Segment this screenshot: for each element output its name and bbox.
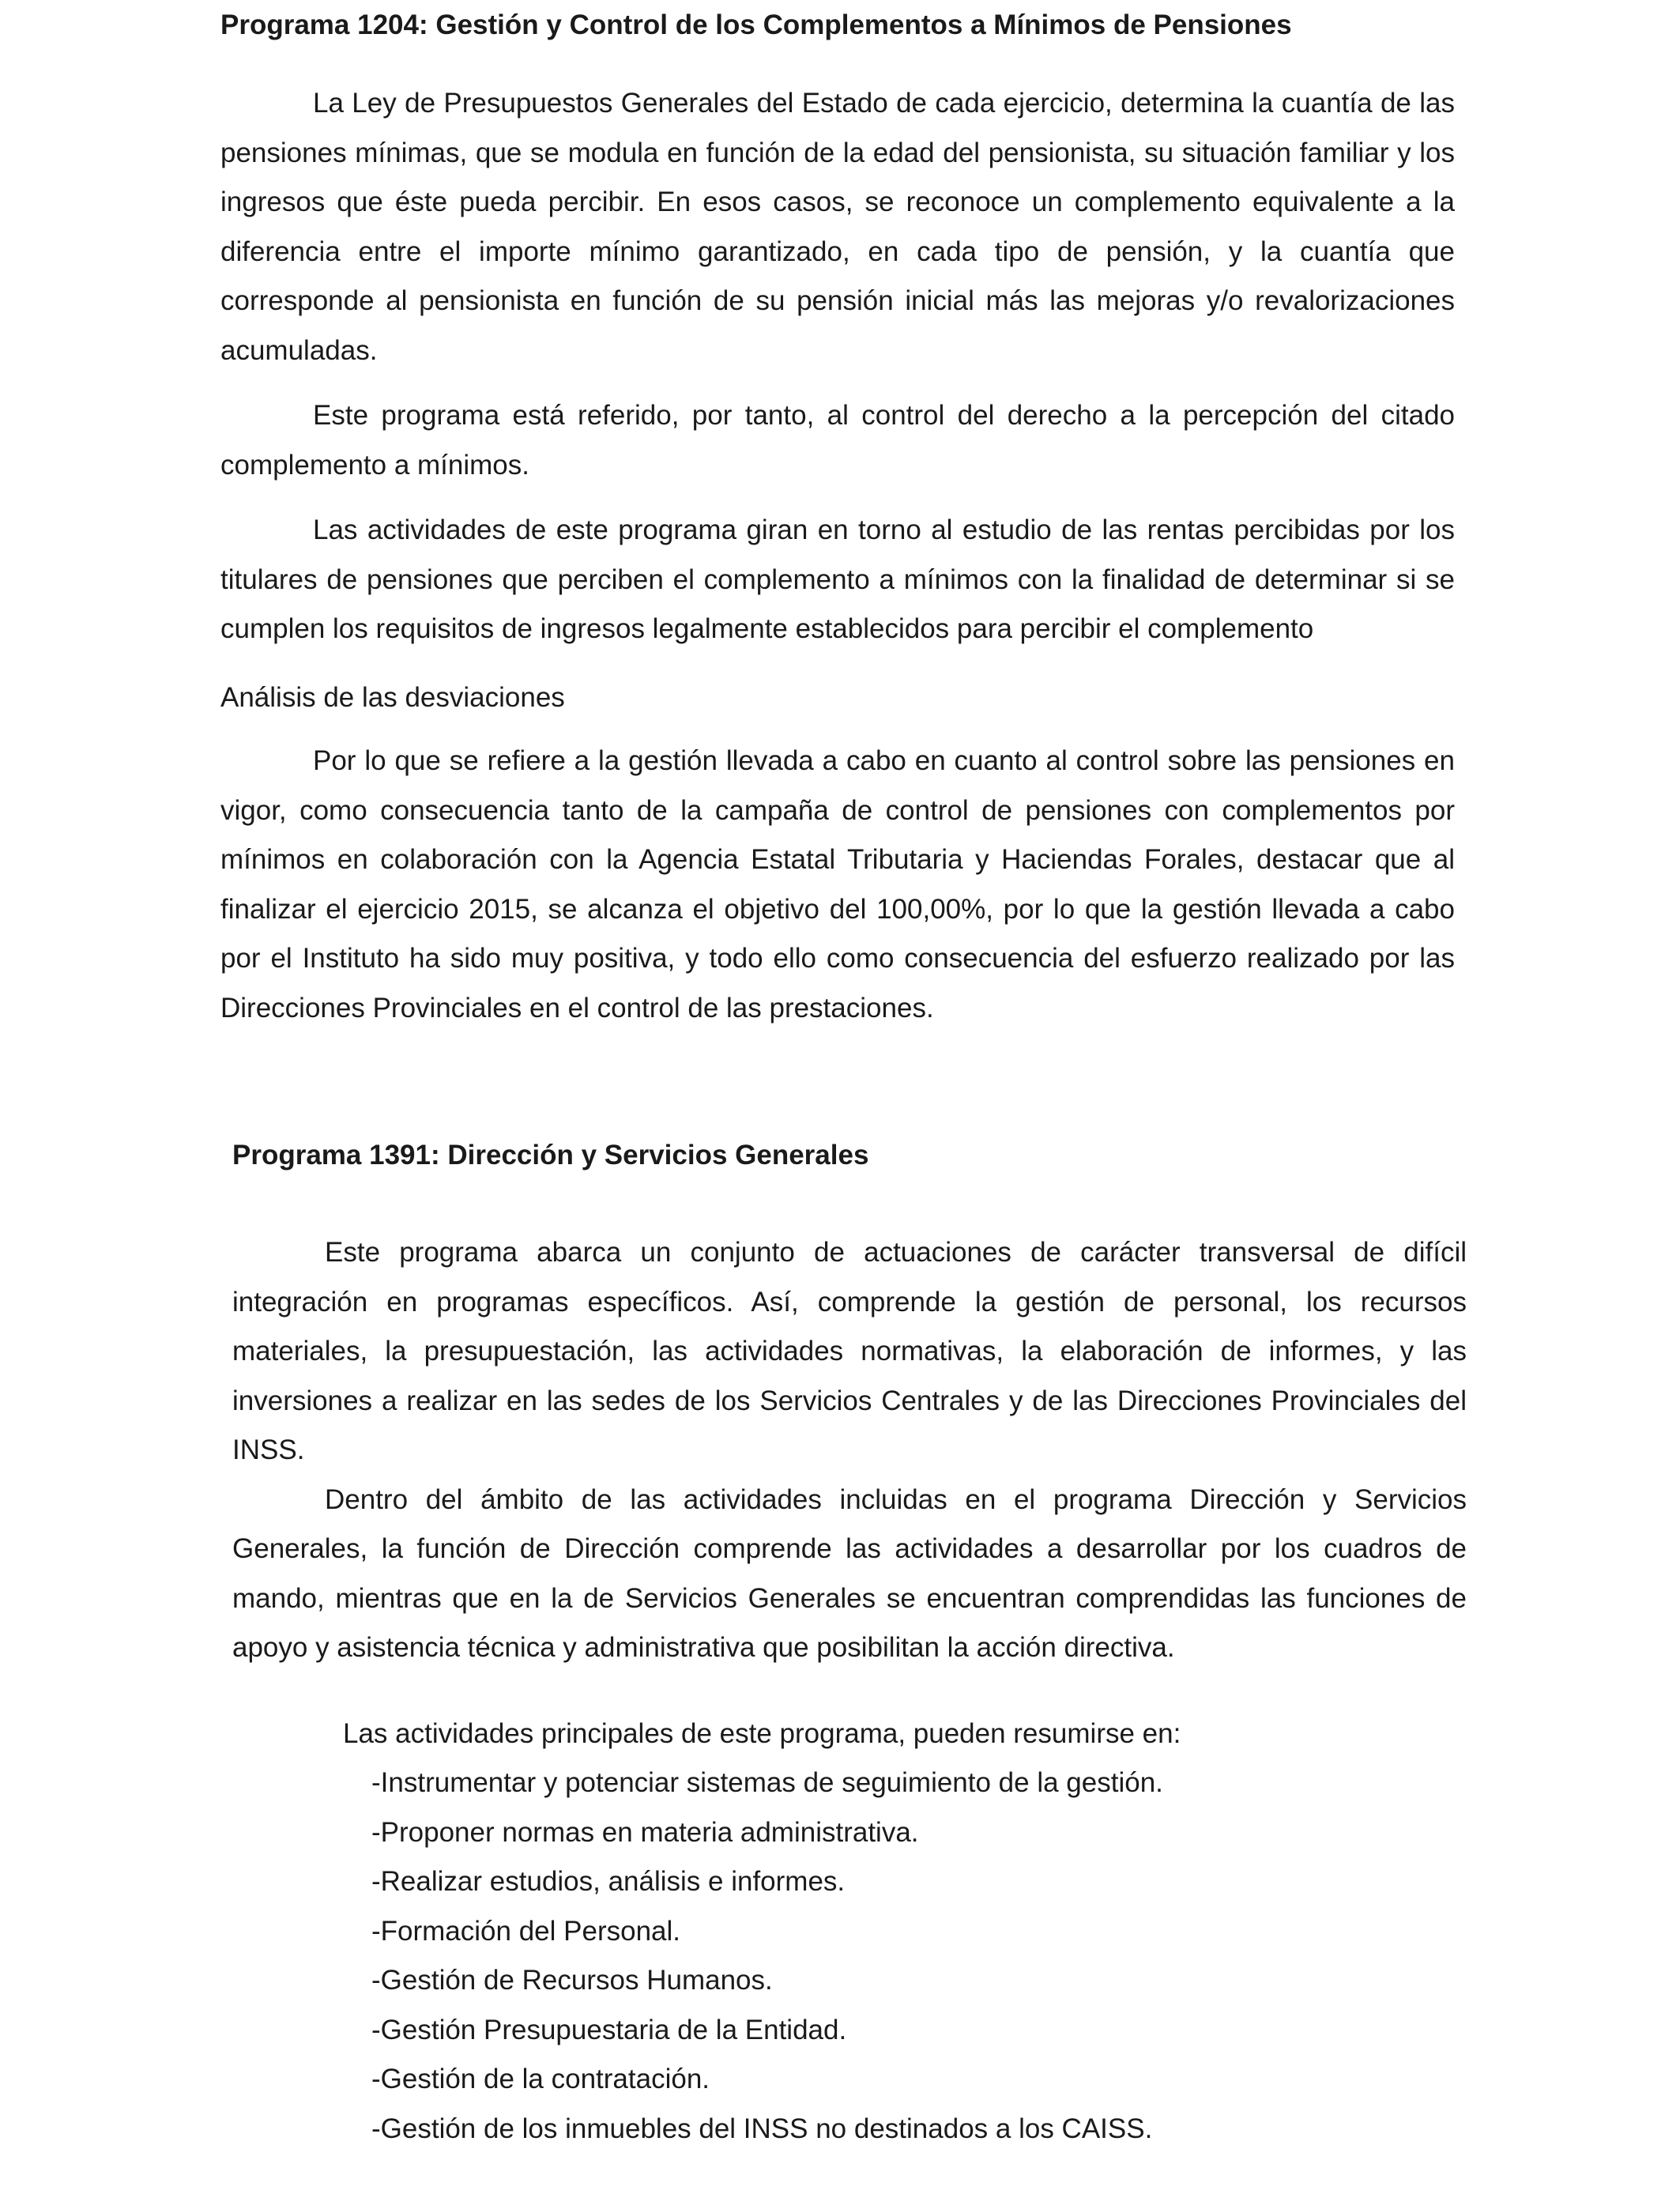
list-item: -Gestión de Recursos Humanos. xyxy=(371,1965,773,1996)
activities-list xyxy=(232,1759,1467,2154)
paragraph: La Ley de Presupuestos Generales del Estado de cada ejercicio, determina la cuantía de las pensiones mínimas, que se modula en función de la edad del pensionista, su situación familiar y los ingresos que éste pueda percibir. En esos casos, se reconoce un complemento equivalente a la diferencia entre el importe mínimo garantizado, en cada tipo de pensión, y la cuantía que corresponde al pensionista en función de su pensión inicial más las mejoras y/o revalorizaciones acumuladas. xyxy=(220,88,1455,366)
section-programa-1391 xyxy=(232,1138,1467,2154)
section-heading: Programa 1204: Gestión y Control de los Complementos a Mínimos de Pensiones xyxy=(220,9,1292,40)
list-item: -Formación del Personal. xyxy=(371,1915,680,1947)
list-item: -Gestión de la contratación. xyxy=(371,2064,710,2094)
section-programa-1204 xyxy=(220,0,1455,1033)
paragraph: Dentro del ámbito de las actividades incluidas en el programa Dirección y Servicios Generales, la función de Dirección comprende las actividades a desarrollar por los cuadros de mando, mientras que en la de Servicios Generales se encuentran comprendidas las funciones de apoyo y asistencia técnica y administrativa que posibilitan la acción directiva. xyxy=(232,1483,1467,1663)
paragraph: Por lo que se refiere a la gestión llevada a cabo en cuanto al control sobre las pensiones en vigor, como consecuencia tanto de la campaña de control de pensiones con complementos por mínimos en colaboración con la Agencia Estatal Tributaria y Haciendas Forales, destacar que al finalizar el ejercicio 2015, se alcanza el objetivo del 100,00%, por lo que la gestión llevada a cabo por el Instituto ha sido muy positiva, y todo ello como consecuencia del esfuerzo realizado por las Direcciones Provinciales en el control de las prestaciones. xyxy=(220,745,1455,1023)
list-item: -Realizar estudios, análisis e informes. xyxy=(371,1866,846,1897)
list-item: -Gestión Presupuestaria de la Entidad. xyxy=(371,2014,847,2045)
list-intro: Las actividades principales de este programa, pueden resumirse en: xyxy=(343,1717,1181,1749)
list-item: -Gestión de los inmuebles del INSS no destinados a los CAISS. xyxy=(371,2113,1153,2144)
subheading-analisis: Análisis de las desviaciones xyxy=(220,681,565,713)
list-item: -Proponer normas en materia administrativa. xyxy=(371,1816,919,1848)
section-heading: Programa 1391: Dirección y Servicios Generales xyxy=(232,1140,869,1171)
paragraph: Este programa abarca un conjunto de actuaciones de carácter transversal de difícil integración en programas específicos. Así, comprende la gestión de personal, los recursos materiales, la presupuestación, las actividades normativas, la elaboración de informes, y las inversiones a realizar en las sedes de los Servicios Centrales y de las Direcciones Provinciales del INSS. xyxy=(232,1237,1467,1465)
paragraph: Las actividades de este programa giran en torno al estudio de las rentas percibidas por los titulares de pensiones que perciben el complemento a mínimos con la finalidad de determinar si se cumplen los requisitos de ingresos legalmente establecidos para percibir el complemento xyxy=(220,515,1455,644)
list-item: -Instrumentar y potenciar sistemas de seguimiento de la gestión. xyxy=(371,1767,1163,1798)
paragraph: Este programa está referido, por tanto, al control del derecho a la percepción del citado complemento a mínimos. xyxy=(220,400,1455,481)
